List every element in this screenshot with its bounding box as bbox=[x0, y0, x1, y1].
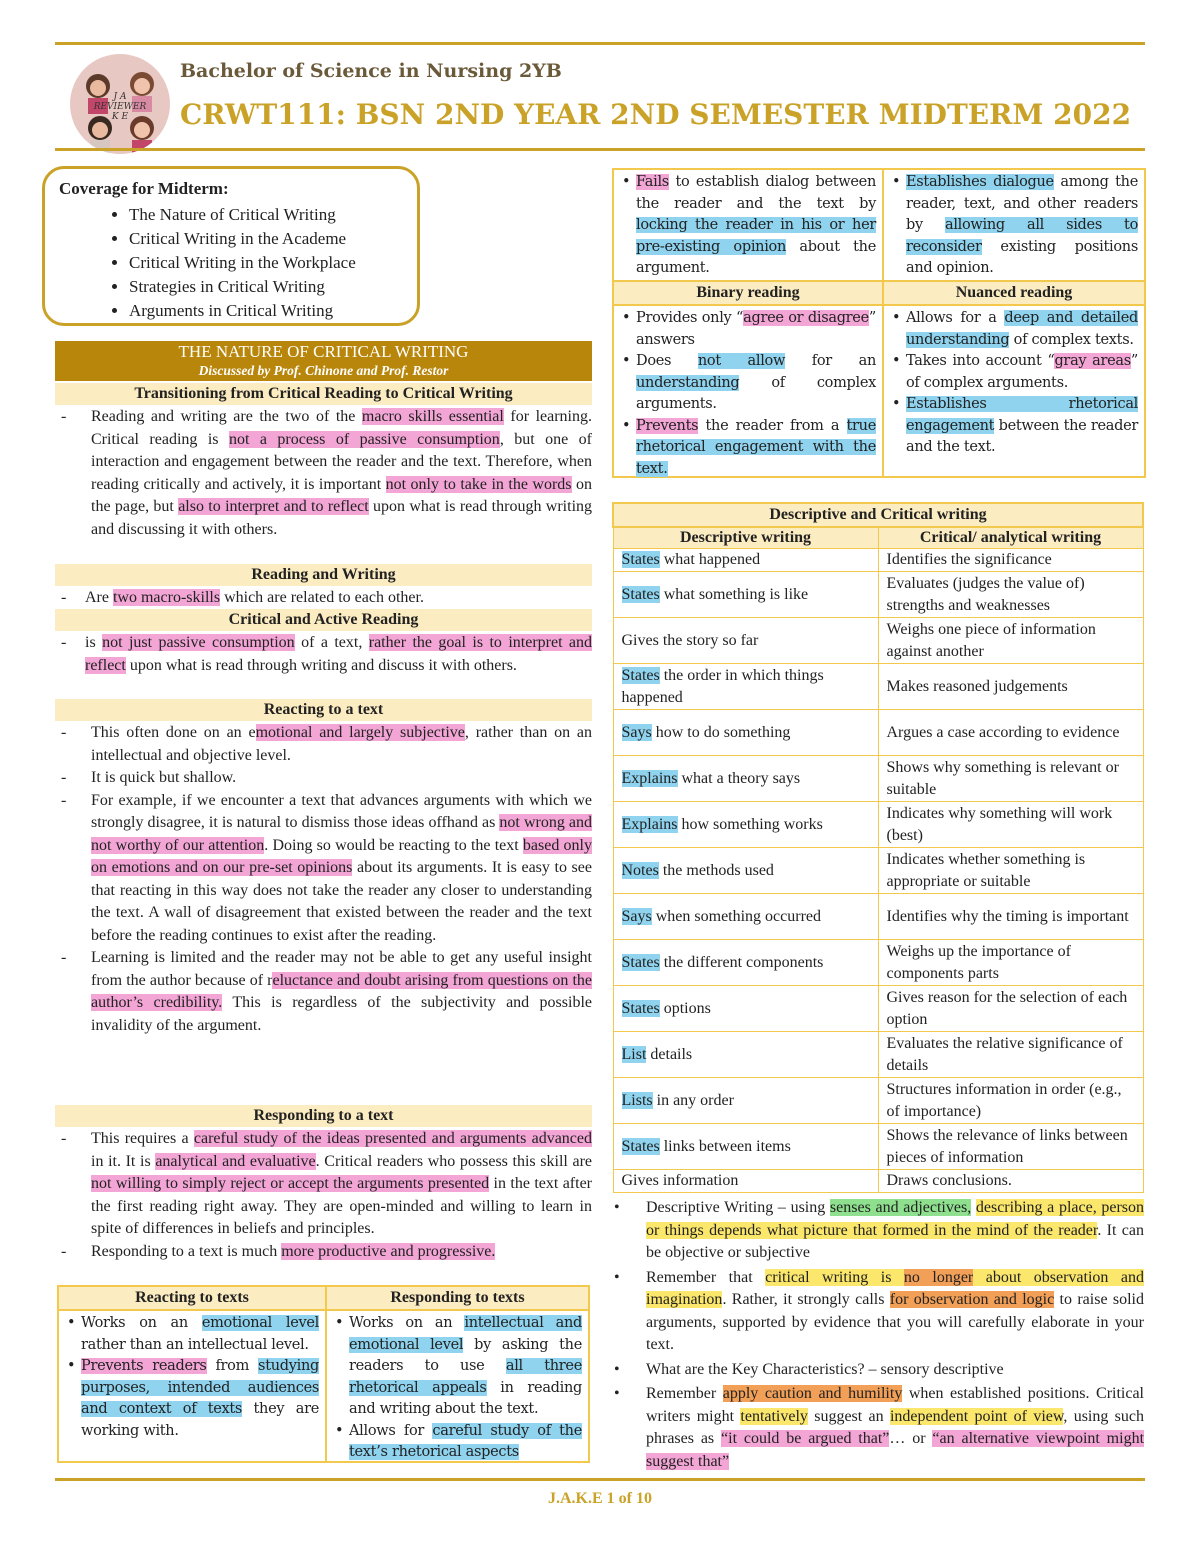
reacting-head: Reacting to texts bbox=[59, 1287, 325, 1311]
descriptive-cell bbox=[613, 710, 878, 756]
binary-top-list bbox=[614, 170, 882, 280]
page-footer: J.A.K.E 1 of 10 bbox=[548, 1490, 652, 1507]
critical-cell: Gives reason for the selection of each option bbox=[878, 986, 1143, 1032]
descriptive-cell bbox=[613, 1170, 878, 1193]
highlight-verb: Explains bbox=[621, 769, 678, 787]
note-item: • What are the Key Characteristics? – sensory descriptive bbox=[612, 1359, 1144, 1382]
reacting-column bbox=[59, 1287, 325, 1461]
binary-head: Binary reading bbox=[614, 280, 882, 306]
responding-item: • Allows for careful study of the text’s rhetorical aspects bbox=[349, 1421, 582, 1464]
responding-title: Responding to a text bbox=[55, 1105, 592, 1127]
descriptive-cell bbox=[613, 572, 878, 618]
descriptive-text: how something works bbox=[677, 815, 823, 833]
critical-cell: Identifies why the timing is important bbox=[878, 894, 1143, 940]
page-title: CRWT111: BSN 2ND YEAR 2ND SEMESTER MIDTERM 2022 bbox=[180, 98, 1132, 131]
descriptive-text: Gives information bbox=[621, 1172, 739, 1190]
descriptive-cell bbox=[613, 1078, 878, 1124]
coverage-item: • Critical Writing in the Workplace bbox=[129, 251, 403, 275]
highlight-verb: Lists bbox=[621, 1091, 653, 1109]
nuanced-list bbox=[884, 306, 1144, 459]
critical-cell: Structures information in order (e.g., of importance) bbox=[878, 1078, 1143, 1124]
reading-writing-text bbox=[55, 587, 592, 610]
descriptive-cell bbox=[613, 894, 878, 940]
binary-item: • Provides only “agree or disagree” answers bbox=[636, 308, 876, 351]
table-row bbox=[613, 940, 1143, 986]
highlight-verb: Notes bbox=[621, 861, 659, 879]
table-row bbox=[613, 710, 1143, 756]
table-row bbox=[613, 756, 1143, 802]
logo-text: J A REVIEWER K E bbox=[93, 92, 147, 122]
transition-bullet: - Reading and writing are the two of the macro skills essential for learning. Critical reading is not a process of passive consumption, but one of interaction and engagement between the reader and the text. Therefore, when reading critically and actively, it is important not only to take in the words on the page, but also to interpret and to reflect upon what is read through writing and discussing it with others. bbox=[55, 406, 592, 541]
reacting-bullet: - For example, if we encounter a text that advances arguments with which we strongly disagree, it is natural to dismiss those ideas offhand as not wrong and not worthy of our attention. Doing so would be reacting to the text based only on emotions and on our pre-set opinions about its arguments. It is easy to see that reacting in this way does not take the reader any closer to understanding the text. A wall of disagreement that existed between the reader and the text before the reading continues to exist after the reading. bbox=[55, 790, 592, 948]
logo bbox=[70, 54, 170, 154]
desc-table-title: Descriptive and Critical writing bbox=[613, 503, 1143, 527]
reacting-bullet: - This often done on an emotional and largely subjective, rather than on an intellectual and objective level. bbox=[55, 722, 592, 767]
reacting-text bbox=[55, 722, 592, 1037]
binary-list bbox=[614, 306, 882, 480]
header-rule bbox=[55, 148, 1145, 151]
critical-cell: Indicates whether something is appropriate or suitable bbox=[878, 848, 1143, 894]
descriptive-cell bbox=[613, 618, 878, 664]
descriptive-text: the order in which things happened bbox=[621, 667, 824, 706]
binary-column bbox=[614, 170, 882, 476]
descriptive-text: options bbox=[659, 999, 711, 1017]
reacting-responding-table bbox=[57, 1285, 590, 1463]
critical-cell: Evaluates (judges the value of) strengths and weaknesses bbox=[878, 572, 1143, 618]
critical-active-bullet: - is not just passive consumption of a text, rather the goal is to interpret and reflect upon what is read through writing and discuss it with others. bbox=[55, 632, 592, 677]
descriptive-text: when something occurred bbox=[651, 907, 822, 925]
responding-list bbox=[327, 1311, 588, 1464]
reacting-title: Reacting to a text bbox=[55, 699, 592, 721]
table-row bbox=[613, 618, 1143, 664]
nuanced-top-list bbox=[884, 170, 1144, 280]
notes-list bbox=[612, 1197, 1144, 1473]
descriptive-cell bbox=[613, 986, 878, 1032]
descriptive-text: how to do something bbox=[651, 723, 791, 741]
table-row bbox=[613, 1032, 1143, 1078]
highlight-verb: States bbox=[621, 1137, 660, 1155]
descriptive-text: what a theory says bbox=[677, 769, 801, 787]
transition-title: Transitioning from Critical Reading to Critical Writing bbox=[55, 383, 592, 405]
descriptive-critical-table bbox=[612, 502, 1144, 1193]
binary-item: • Prevents the reader from a true rhetorical engagement with the text. bbox=[636, 416, 876, 481]
note-item: • Remember apply caution and humility when established positions. Critical writers might tentatively suggest an independent point of view, using such phrases as “it could be argued that”… or “an alternative viewpoint might suggest that” bbox=[612, 1383, 1144, 1473]
highlight-verb: List bbox=[621, 1045, 647, 1063]
nuanced-item: • Allows for a deep and detailed understanding of complex texts. bbox=[906, 308, 1138, 351]
binary-item: • Fails to establish dialog between the reader and the text by locking the reader in his or her pre-existing opinion about the argument. bbox=[636, 172, 876, 280]
footer-rule bbox=[55, 1478, 1145, 1481]
descriptive-text: links between items bbox=[659, 1137, 791, 1155]
descriptive-text: what something is like bbox=[659, 585, 809, 603]
critical-cell: Shows why something is relevant or suitable bbox=[878, 756, 1143, 802]
critical-cell: Indicates why something will work (best) bbox=[878, 802, 1143, 848]
highlight-verb: States bbox=[621, 953, 660, 971]
highlight-verb: Says bbox=[621, 723, 652, 741]
desc-table-body bbox=[613, 549, 1143, 1193]
nuanced-item: • Takes into account “gray areas” of complex arguments. bbox=[906, 351, 1138, 394]
table-row bbox=[613, 986, 1143, 1032]
descriptive-cell bbox=[613, 664, 878, 710]
critical-cell: Shows the relevance of links between pieces of information bbox=[878, 1124, 1143, 1170]
descriptive-cell bbox=[613, 848, 878, 894]
table-row bbox=[613, 1170, 1143, 1193]
coverage-item: • Critical Writing in the Academe bbox=[129, 227, 403, 251]
highlight-verb: Says bbox=[621, 907, 652, 925]
descriptive-text: details bbox=[646, 1045, 693, 1063]
highlight-verb: States bbox=[621, 551, 660, 569]
table-row bbox=[613, 802, 1143, 848]
critical-cell: Weighs up the importance of components parts bbox=[878, 940, 1143, 986]
nuanced-column bbox=[882, 170, 1144, 476]
nuanced-item: • Establishes rhetorical engagement between the reader and the text. bbox=[906, 394, 1138, 459]
top-rule bbox=[55, 42, 1145, 45]
header-subtitle: Bachelor of Science in Nursing 2YB bbox=[180, 60, 562, 82]
coverage-box bbox=[42, 166, 420, 326]
responding-bullet: - This requires a careful study of the ideas presented and arguments advanced in it. It is analytical and evaluative. Critical readers who possess this skill are not willing to simply reject or accept the arguments presented in the text after the first reading right away. They are open-minded and willing to learn in spite of differences in beliefs and principles. bbox=[55, 1128, 592, 1241]
critical-cell: Evaluates the relative significance of details bbox=[878, 1032, 1143, 1078]
reacting-item: • Works on an emotional level rather than an intellectual level. bbox=[81, 1313, 319, 1356]
descriptive-cell bbox=[613, 1124, 878, 1170]
nature-title: THE NATURE OF CRITICAL WRITING bbox=[178, 342, 469, 361]
critical-active-title: Critical and Active Reading bbox=[55, 609, 592, 631]
nature-subtitle: Discussed by Prof. Chinone and Prof. Restor bbox=[198, 363, 449, 378]
descriptive-cell bbox=[613, 756, 878, 802]
transition-text bbox=[55, 406, 592, 541]
desc-col-header: Descriptive writing bbox=[613, 527, 878, 549]
coverage-title: Coverage for Midterm: bbox=[59, 179, 229, 198]
note-item: • Remember that critical writing is no longer about observation and imagination. Rather, it strongly calls for observation and logic to raise solid arguments, supported by evidence that you will carefully elaborate in your text. bbox=[612, 1267, 1144, 1357]
reading-writing-bullet: - Are two macro-skills which are related to each other. bbox=[55, 587, 592, 610]
binary-item: • Does not allow for an understanding of complex arguments. bbox=[636, 351, 876, 416]
responding-head: Responding to texts bbox=[327, 1287, 588, 1311]
coverage-item: • Arguments in Critical Writing bbox=[129, 299, 403, 323]
descriptive-cell bbox=[613, 549, 878, 572]
descriptive-cell bbox=[613, 802, 878, 848]
coverage-item: • Strategies in Critical Writing bbox=[129, 275, 403, 299]
critical-cell: Draws conclusions. bbox=[878, 1170, 1143, 1193]
table-row bbox=[613, 848, 1143, 894]
reacting-list bbox=[59, 1311, 325, 1442]
nature-section-header bbox=[55, 341, 592, 381]
highlight-verb: Explains bbox=[621, 815, 678, 833]
descriptive-text: the methods used bbox=[658, 861, 774, 879]
binary-nuanced-table bbox=[612, 168, 1146, 478]
table-row bbox=[613, 1124, 1143, 1170]
responding-item: • Works on an intellectual and emotional level by asking the readers to use all three rhetorical appeals in reading and writing about the text. bbox=[349, 1313, 582, 1421]
reacting-item: • Prevents readers from studying purposes, intended audiences and context of texts they are working with. bbox=[81, 1356, 319, 1442]
nuanced-head: Nuanced reading bbox=[884, 280, 1144, 306]
descriptive-text: in any order bbox=[652, 1091, 734, 1109]
descriptive-text: Gives the story so far bbox=[621, 631, 759, 649]
reacting-bullet: - It is quick but shallow. bbox=[55, 767, 592, 790]
responding-text bbox=[55, 1128, 592, 1263]
note-item: • Descriptive Writing – using senses and adjectives, describing a place, person or things depends what picture that formed in the mind of the reader. It can be objective or subjective bbox=[612, 1197, 1144, 1265]
crit-col-header: Critical/ analytical writing bbox=[878, 527, 1143, 549]
responding-column bbox=[325, 1287, 588, 1461]
critical-cell: Makes reasoned judgements bbox=[878, 664, 1143, 710]
table-row bbox=[613, 894, 1143, 940]
descriptive-cell bbox=[613, 1032, 878, 1078]
critical-cell: Argues a case according to evidence bbox=[878, 710, 1143, 756]
nuanced-item: • Establishes dialogue among the reader, text, and other readers by allowing all sides to reconsider existing positions and opinion. bbox=[906, 172, 1138, 280]
coverage-item: • The Nature of Critical Writing bbox=[129, 203, 403, 227]
descriptive-text: what happened bbox=[659, 551, 761, 569]
descriptive-text: the different components bbox=[659, 953, 824, 971]
reacting-bullet: - Learning is limited and the reader may not be able to get any useful insight from the author because of reluctance and doubt arising from questions on the author’s credibility. This is regardless of the subjectivity and possible invalidity of the argument. bbox=[55, 947, 592, 1037]
reading-writing-title: Reading and Writing bbox=[55, 564, 592, 586]
highlight-verb: States bbox=[621, 585, 660, 603]
highlight-verb: States bbox=[621, 667, 660, 684]
critical-cell: Identifies the significance bbox=[878, 549, 1143, 572]
critical-active-text bbox=[55, 632, 592, 677]
responding-bullet: - Responding to a text is much more productive and progressive. bbox=[55, 1241, 592, 1264]
coverage-list bbox=[59, 203, 403, 323]
critical-cell: Weighs one piece of information against another bbox=[878, 618, 1143, 664]
table-row bbox=[613, 664, 1143, 710]
table-row bbox=[613, 549, 1143, 572]
descriptive-cell bbox=[613, 940, 878, 986]
table-row bbox=[613, 1078, 1143, 1124]
highlight-verb: States bbox=[621, 999, 660, 1017]
table-row bbox=[613, 572, 1143, 618]
